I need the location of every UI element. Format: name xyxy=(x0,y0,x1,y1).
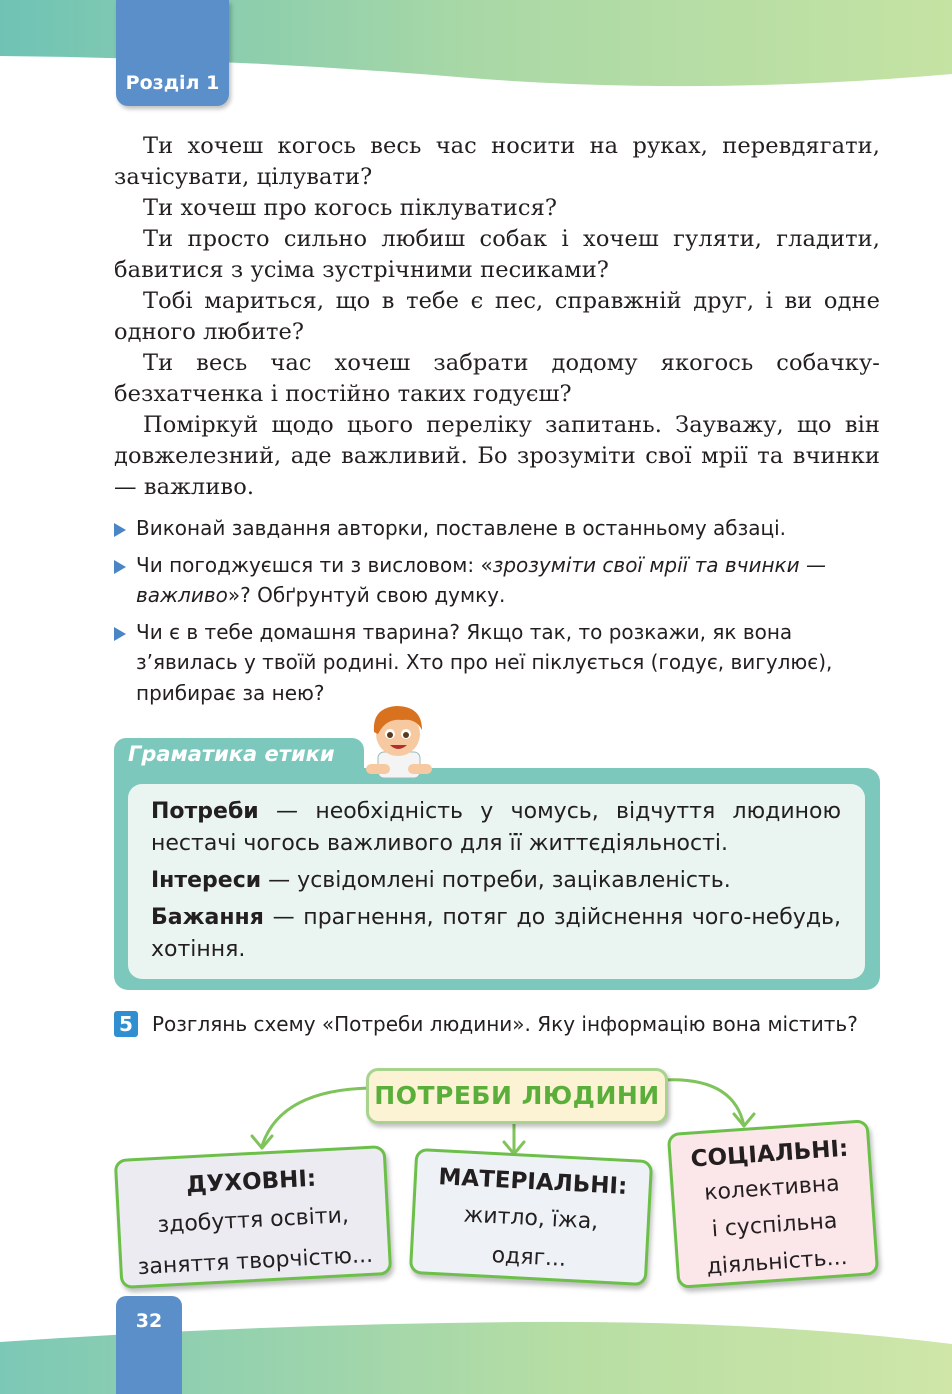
task-quote: зрозуміти свої мрії та вчинки — важливо xyxy=(136,552,826,607)
needs-card-social xyxy=(667,1119,879,1289)
story-text xyxy=(114,131,880,503)
definition-term: Потреби xyxy=(151,799,259,824)
grammar-definitions xyxy=(151,796,841,971)
needs-card-material xyxy=(409,1148,653,1286)
triangle-bullet-icon xyxy=(114,523,126,537)
definition xyxy=(151,902,841,966)
story-paragraph: Тобі мариться, що в тебе є пес, справжній друг, і ви одне одного любите? xyxy=(114,288,880,345)
card-line: одяг... xyxy=(491,1243,567,1272)
definition-text: — необхідність у чомусь, відчуття людиною нестачі чогось важливого для її життєдіяльності. xyxy=(151,799,841,856)
task-text: Чи погоджуєшся ти з висловом: « xyxy=(136,552,493,577)
definition xyxy=(151,796,841,860)
story-paragraph: Ти просто сильно любиш собак і хочеш гуляти, гладити, бавитися з усіма зустрічними песиками? xyxy=(114,226,880,283)
card-line: і суспільна xyxy=(710,1208,839,1243)
story-paragraph: Ти хочеш про когось піклуватися? xyxy=(143,195,558,221)
section-tab xyxy=(116,0,229,106)
task-text: Виконай завдання авторки, поставлене в останньому абзаці. xyxy=(136,516,787,540)
definition xyxy=(151,865,841,897)
card-line: колективна xyxy=(703,1171,841,1206)
card-title: МАТЕРІАЛЬНІ: xyxy=(437,1164,628,1200)
definition-term: Інтереси xyxy=(151,868,262,893)
boy-illustration xyxy=(356,698,440,780)
card-line: заняття творчістю... xyxy=(137,1242,374,1281)
definition-term: Бажання xyxy=(151,905,264,930)
definition-text: — усвідомлені потреби, зацікавленість. xyxy=(261,868,731,893)
task-item xyxy=(114,617,882,709)
card-title: СОЦІАЛЬНІ: xyxy=(689,1135,850,1173)
definition-text: — прагнення, потяг до здійснення чого-небудь, хотіння. xyxy=(151,905,841,962)
page-number: 32 xyxy=(135,1310,163,1332)
grammar-tab xyxy=(114,738,364,772)
task-text: »? Обґрунтуй свою думку. xyxy=(227,583,506,607)
task-text: Чи є в тебе домашня тварина? Якщо так, то розкажи, як вона з’явилась у твоїй родині. Хто про неї піклується (годує, вигулює), прибирає за нею? xyxy=(136,619,833,705)
task-item xyxy=(114,513,882,544)
card-line: житло, їжа, xyxy=(462,1202,599,1235)
scheme-center-text: ПОТРЕБИ ЛЮДИНИ xyxy=(374,1081,660,1110)
story-paragraph: Ти хочеш когось весь час носити на руках, перевдягати, зачісувати, цілувати? xyxy=(114,133,880,190)
card-title: ДУХОВНІ: xyxy=(185,1165,317,1199)
needs-card-spiritual xyxy=(114,1145,392,1289)
page-number-tab xyxy=(116,1296,182,1394)
card-line: здобуття освіти, xyxy=(156,1202,350,1238)
card-line: діяльність... xyxy=(705,1244,849,1280)
task5-text: Розглянь схему «Потреби людини». Яку інформацію вона містить? xyxy=(152,1012,858,1036)
story-paragraph: Ти весь час хочеш забрати додому якогось собачку-безхатченка і постійно таких годуєш? xyxy=(114,350,880,407)
grammar-tab-label: Граматика етики xyxy=(128,742,335,766)
triangle-bullet-icon xyxy=(114,627,126,641)
task-number-badge: 5 xyxy=(114,1011,138,1037)
task-list xyxy=(114,513,882,714)
scheme-center-label xyxy=(366,1068,668,1124)
triangle-bullet-icon xyxy=(114,560,126,574)
section-label: Розділ 1 xyxy=(125,72,220,94)
story-paragraph: Поміркуй щодо цього переліку запитань. Зауважу, що він довжелезний, аде важливий. Бо зрозуміти свої мрії та вчинки — важливо. xyxy=(114,412,880,500)
task-item xyxy=(114,550,882,611)
